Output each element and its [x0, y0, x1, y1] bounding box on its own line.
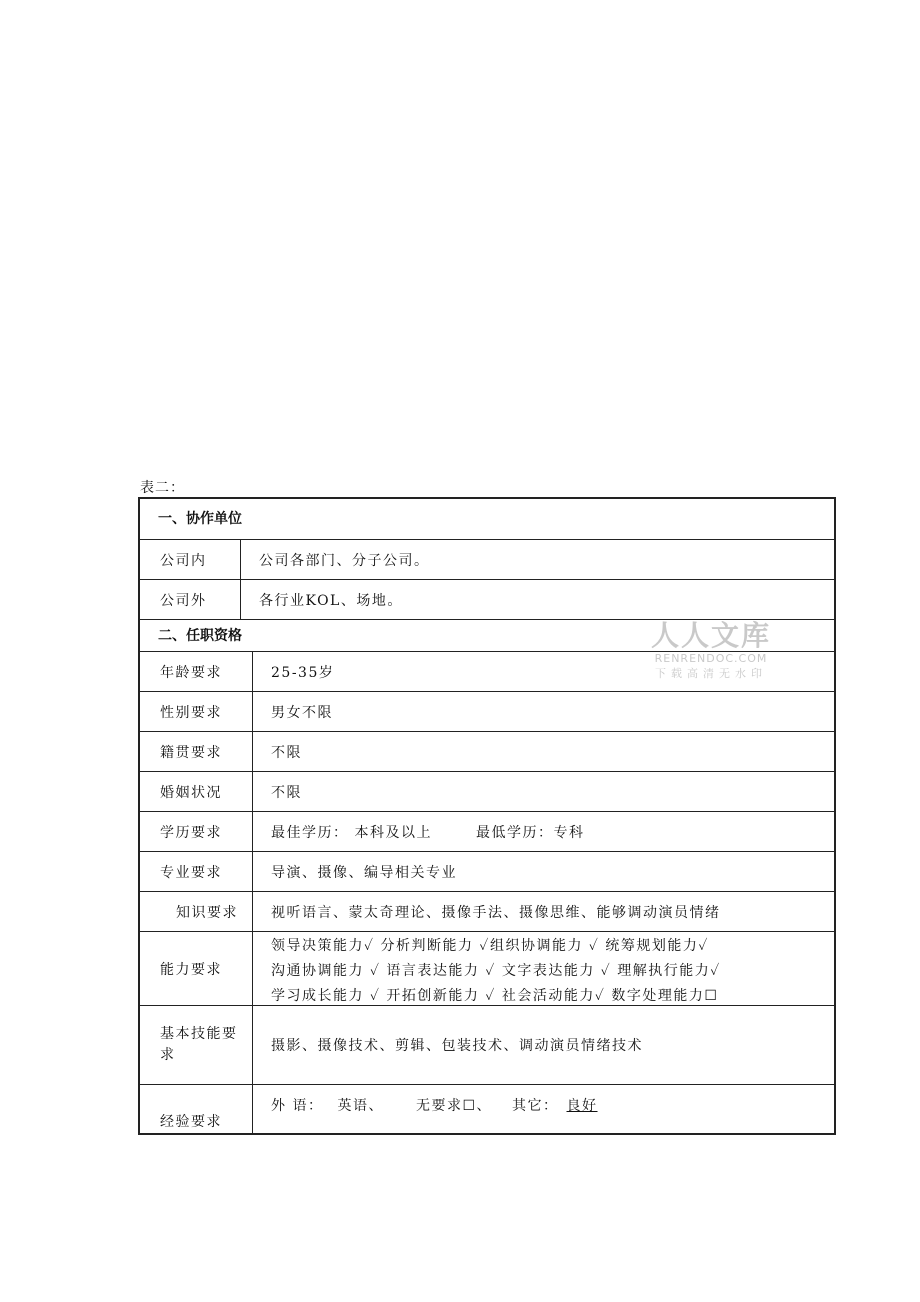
- row-value-major: 导演、摄像、编导相关专业: [271, 864, 457, 881]
- row-label-education: 学历要求: [140, 812, 253, 851]
- table-row: [140, 731, 834, 771]
- watermark: [646, 620, 776, 682]
- table-row: [140, 691, 834, 731]
- language-english: 英语、: [337, 1098, 384, 1114]
- row-label-gender: 性别要求: [140, 692, 253, 731]
- table-row: [140, 771, 834, 811]
- row-label-skills: 基本技能要求: [140, 1006, 253, 1084]
- row-label-internal: 公司内: [140, 540, 241, 579]
- section-title-qualifications: 二、任职资格: [140, 619, 834, 651]
- row-value-skills: 摄影、摄像技术、剪辑、包装技术、调动演员情绪技术: [271, 1038, 643, 1054]
- table-row: [140, 1084, 834, 1133]
- row-value-knowledge: 视听语言、蒙太奇理论、摄像手法、摄像思维、能够调动演员情绪: [271, 904, 721, 921]
- row-value-ability: [253, 932, 834, 1005]
- row-label-marriage: 婚姻状况: [140, 772, 253, 811]
- row-label-origin: 籍贯要求: [140, 732, 253, 771]
- ability-line: 学习成长能力 ✓ 开拓创新能力 ✓ 社会活动能力✓ 数字处理能力☐: [271, 988, 719, 1004]
- table-row: [140, 539, 834, 579]
- watermark-title: 人人文库: [650, 619, 771, 652]
- language-label: 外 语：: [271, 1098, 324, 1114]
- language-no-requirement: 无要求☐、: [415, 1098, 493, 1114]
- row-value-marriage: 不限: [271, 784, 302, 801]
- other-label: 其它：: [512, 1098, 559, 1114]
- table-row: [140, 851, 834, 891]
- ability-line: 领导决策能力✓ 分析判断能力 ✓组织协调能力 ✓ 统筹规划能力✓: [271, 938, 709, 954]
- row-value-education: [253, 812, 834, 851]
- row-label-knowledge: 知识要求: [140, 892, 253, 931]
- job-requirements-table: [138, 497, 836, 1135]
- table-row: [140, 891, 834, 931]
- other-value: 良好: [566, 1098, 598, 1114]
- table-row: [140, 811, 834, 851]
- section-title-cooperation: 一、协作单位: [158, 511, 242, 527]
- row-label-major: 专业要求: [140, 852, 253, 891]
- row-value-gender: 男女不限: [271, 704, 333, 721]
- row-value-internal: 公司各部门、分子公司。: [259, 552, 430, 569]
- table-row: [140, 931, 834, 1005]
- education-best: 最佳学历： 本科及以上: [271, 824, 432, 841]
- watermark-domain: RENRENDOC.COM: [654, 652, 768, 665]
- table-row: [140, 1005, 834, 1084]
- row-label-external: 公司外: [140, 580, 241, 619]
- row-value-age: 25-35岁: [271, 664, 335, 681]
- watermark-slogan: 下载高清无水印: [655, 667, 767, 680]
- row-label-ability: 能力要求: [140, 932, 253, 1005]
- row-value-origin: 不限: [271, 744, 302, 761]
- table-row: [140, 579, 834, 619]
- row-label-age: 年龄要求: [140, 652, 253, 691]
- ability-line: 沟通协调能力 ✓ 语言表达能力 ✓ 文字表达能力 ✓ 理解执行能力✓: [271, 963, 721, 979]
- row-value-external: 各行业KOL、场地。: [259, 592, 403, 609]
- education-min: 最低学历：专科: [475, 824, 585, 841]
- table-caption: 表二：: [140, 480, 185, 496]
- row-label-experience: 经验要求: [140, 1085, 253, 1133]
- row-value-experience: [253, 1085, 834, 1133]
